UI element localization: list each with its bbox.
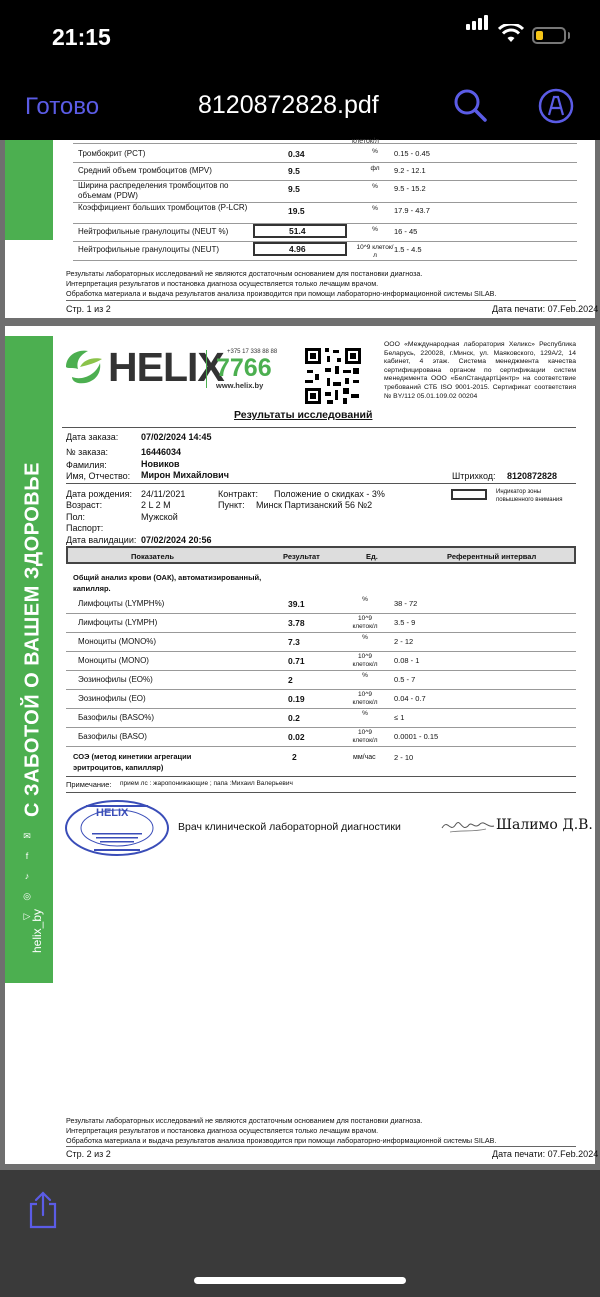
param-ref: 0.5 - 7 xyxy=(394,675,416,684)
table-row xyxy=(73,241,577,261)
table-row xyxy=(66,594,576,614)
barcode-label: Штрихкод: xyxy=(452,471,496,481)
sex-label: Пол: xyxy=(66,512,86,522)
param-name: Средний объем тромбоцитов (MPV) xyxy=(78,166,212,175)
param-result: 9.5 xyxy=(288,166,300,176)
indicator-box xyxy=(451,489,487,500)
patient-name: Мирон Михайлович xyxy=(141,470,229,480)
helix-logo-text: HELIX xyxy=(108,344,224,390)
param-result: 7.3 xyxy=(288,637,300,647)
esr-name: СОЭ (метод кинетики агрегации эритроцитов, капилляр) xyxy=(73,752,192,772)
param-ref: ≤ 1 xyxy=(394,713,405,722)
param-unit: % xyxy=(362,672,368,679)
param-unit: % xyxy=(362,596,368,603)
param-unit: 10^9 клеток/л xyxy=(356,244,394,259)
param-unit: % xyxy=(362,634,368,641)
param-ref: 0.08 - 1 xyxy=(394,656,420,665)
param-unit: 10^9 клеток/л xyxy=(352,615,378,630)
battery-icon xyxy=(532,27,566,44)
document-title: 8120872828.pdf xyxy=(198,91,379,119)
param-name: Моноциты (MONO) xyxy=(78,656,149,665)
param-result: 9.5 xyxy=(288,184,300,194)
wifi-icon xyxy=(498,24,524,44)
table-row xyxy=(73,202,577,224)
phone-short: 7766 xyxy=(216,354,272,382)
page1-print-date: Дата печати: 07.Feb.2024 xyxy=(492,304,599,314)
param-name: Эозинофилы (EO%) xyxy=(78,675,153,684)
param-result: 0.19 xyxy=(288,694,305,704)
table-row xyxy=(66,708,576,728)
param-ref: 38 - 72 xyxy=(394,599,418,608)
signature-icon xyxy=(440,814,496,838)
table-row xyxy=(73,180,577,203)
markup-icon[interactable] xyxy=(537,87,575,125)
sex: Мужской xyxy=(141,512,178,522)
results-title: Результаты исследований xyxy=(234,409,373,421)
param-name: Нейтрофильные гранулоциты (NEUT %) xyxy=(78,227,229,236)
table-row xyxy=(66,632,576,652)
qr-code xyxy=(303,346,363,406)
param-name: Лимфоциты (LYMPH%) xyxy=(78,599,165,608)
order-number: 16446034 xyxy=(141,447,182,457)
name-label: Имя, Отчество: xyxy=(66,471,131,481)
param-name: Моноциты (MONO%) xyxy=(78,637,157,646)
surname: Новиков xyxy=(141,459,180,469)
param-ref: 1.5 - 4.5 xyxy=(394,245,422,254)
param-result: 0.02 xyxy=(288,732,305,742)
passport-label: Паспорт: xyxy=(66,523,104,533)
param-unit: 10^9 клеток/л xyxy=(352,653,378,668)
param-ref: 9.2 - 12.1 xyxy=(394,166,426,175)
param-name: Коэффициент больших тромбоцитов (P-LCR) xyxy=(78,203,248,212)
param-name: Ширина распределения тромбоцитов по объемам (PDW) xyxy=(78,181,229,200)
page2-page-number: Стр. 2 из 2 xyxy=(66,1149,111,1159)
order-no-label: № заказа: xyxy=(66,447,108,457)
table-row xyxy=(66,651,576,671)
status-bar xyxy=(0,0,600,75)
status-time: 21:15 xyxy=(52,24,111,50)
social-icons: ✉ f ♪ ◎ ▷ xyxy=(23,831,31,921)
helix-logo-icon xyxy=(62,347,106,387)
param-unit: % xyxy=(372,183,378,190)
note: прием лс : жаропонижающие ; папа :Михаил Валерьевич xyxy=(120,780,293,787)
param-ref: 17.9 - 43.7 xyxy=(394,206,430,215)
section-title: Общий анализ крови (ОАК), автоматизированный, капилляр. xyxy=(73,573,262,593)
param-ref: 0.0001 - 0.15 xyxy=(394,732,439,741)
esr-unit: мм/час xyxy=(353,754,376,761)
param-unit: % xyxy=(362,710,368,717)
doctor-name: Шалимо Д.В. xyxy=(496,817,593,833)
done-button[interactable]: Готово xyxy=(25,93,100,120)
param-unit: % xyxy=(372,205,378,212)
dob: 24/11/2021 xyxy=(141,489,186,499)
param-name: Эозинофилы (EO) xyxy=(78,694,146,703)
order-date-label: Дата заказа: xyxy=(66,432,119,442)
esr-result: 2 xyxy=(292,752,297,762)
validation-label: Дата валидации: xyxy=(66,535,137,545)
table-row xyxy=(66,727,576,747)
website: www.helix.by xyxy=(216,381,264,390)
note-label: Примечание: xyxy=(66,780,112,789)
home-indicator xyxy=(194,1277,406,1284)
param-result: 0.34 xyxy=(288,149,305,159)
param-ref: 3.5 - 9 xyxy=(394,618,416,627)
contract: Положение о скидках - 3% xyxy=(274,489,385,499)
table-row xyxy=(66,670,576,690)
table-row xyxy=(66,613,576,633)
param-name: Тромбокрит (PCT) xyxy=(78,149,146,158)
unit-fragment: клеток/л xyxy=(352,138,379,145)
param-unit: 10^9 клеток/л xyxy=(352,729,378,744)
page1-page-number: Стр. 1 из 2 xyxy=(66,304,111,314)
search-icon[interactable] xyxy=(453,88,489,124)
param-ref: 16 - 45 xyxy=(394,227,418,236)
lab-info: ООО «Международная лаборатория Хеликс» Республика Беларусь, 220028, г.Минск, ул. Маяковского, 129А/2, 14 кабинет, 4 этаж. Система менеджмента качества сертифицирована органом по сертификации систем менеджмента ООО «БелСтандартЦентр» на соответствие требований СТБ ISO 9001-2015. Сертификат соответствия № BY/112 05.01.109.02 00204 xyxy=(384,341,576,400)
table-row xyxy=(73,223,577,242)
param-result: 2 xyxy=(288,675,293,685)
param-name: Базофилы (BASO%) xyxy=(78,713,154,722)
validation-date: 07/02/2024 20:56 xyxy=(141,535,212,545)
param-result: 3.78 xyxy=(288,618,305,628)
param-result: 0.2 xyxy=(288,713,300,723)
side-slogan: С ЗАБОТОЙ О ВАШЕМ ЗДОРОВЬЕ xyxy=(21,462,44,817)
contract-label: Контракт: xyxy=(218,489,259,499)
esr-ref: 2 - 10 xyxy=(394,753,414,762)
param-result: 4.96 xyxy=(253,242,347,256)
surname-label: Фамилия: xyxy=(66,460,107,470)
table-row xyxy=(73,162,577,181)
phone-small: +375 17 338 88 88 xyxy=(227,349,278,355)
param-name: Базофилы (BASO) xyxy=(78,732,147,741)
param-result: 51.4 xyxy=(253,224,347,238)
param-ref: 0.15 - 0.45 xyxy=(394,149,430,158)
side-banner xyxy=(13,338,53,981)
param-ref: 2 - 12 xyxy=(394,637,414,646)
results-table-header: Показатель Результат Ед. Референтный интервал xyxy=(66,546,576,564)
param-unit: фл xyxy=(370,165,380,172)
dob-label: Дата рождения: xyxy=(66,489,132,499)
param-result: 39.1 xyxy=(288,599,305,609)
doctor-title: Врач клинической лабораторной диагностики xyxy=(178,821,401,833)
table-row xyxy=(66,689,576,709)
page2-disclaimer: Результаты лабораторных исследований не являются достаточным основанием для постановки диагноза. Интерпретация результатов и постановка диагноза осуществляется только лечащим врачом. Обработка материала и выдача результатов анализа производится при помощи лабораторно-информационной системы SILAB. xyxy=(66,1116,497,1145)
param-unit: 10^9 клеток/л xyxy=(352,691,378,706)
point-label: Пункт: xyxy=(218,500,245,510)
table-row xyxy=(73,145,577,163)
param-ref: 9.5 - 15.2 xyxy=(394,184,426,193)
indicator-text: Индикатор зоны повышенного внимания xyxy=(496,489,563,503)
age: 2 L 2 M xyxy=(141,500,171,510)
page1-disclaimer: Результаты лабораторных исследований не являются достаточным основанием для постановки диагноза. Интерпретация результатов и постановка диагноза осуществляется только лечащим врачом. Обработка материала и выдача результатов анализа производится при помощи лабораторно-информационной системы SILAB. xyxy=(66,269,497,298)
order-date: 07/02/2024 14:45 xyxy=(141,432,212,442)
param-name: Нейтрофильные гранулоциты (NEUT) xyxy=(78,245,220,254)
share-icon[interactable] xyxy=(27,1190,59,1230)
barcode-value: 8120872828 xyxy=(507,471,558,481)
param-name: Лимфоциты (LYMPH) xyxy=(78,618,158,627)
param-unit: % xyxy=(372,148,378,155)
point: Минск Партизанский 56 №2 xyxy=(256,500,373,510)
side-handle: helix_by xyxy=(30,908,44,954)
stamp-text: HELIX xyxy=(96,807,129,819)
param-result: 0.71 xyxy=(288,656,305,666)
param-unit: % xyxy=(372,226,378,233)
param-ref: 0.04 - 0.7 xyxy=(394,694,426,703)
age-label: Возраст: xyxy=(66,500,103,510)
param-result: 19.5 xyxy=(288,206,305,216)
page2-print-date: Дата печати: 07.Feb.2024 xyxy=(492,1149,599,1159)
